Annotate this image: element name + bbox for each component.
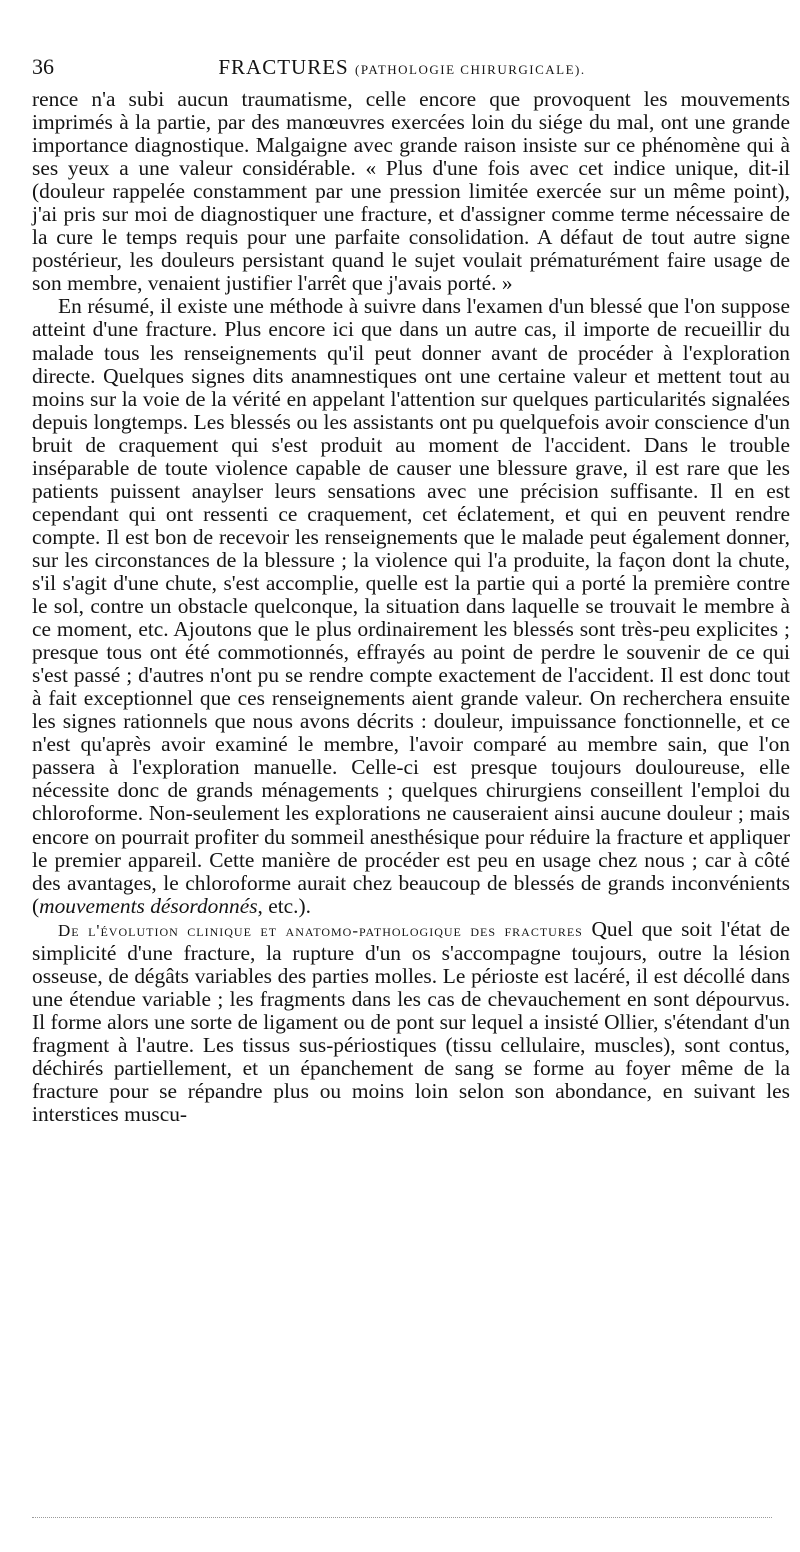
body-text bbox=[32, 88, 790, 1126]
section-heading: De l'évolution clinique et anatomo-pathologique des fractures bbox=[58, 920, 583, 940]
paragraph-evolution-text: Quel que soit l'état de simplicité d'une fracture, la rupture d'un os s'accompagne toujours, outre la lésion osseuse, de dégâts variables des parties molles. Le périoste est lacéré, il est décollé dans une étendue variable ; les fragments dans les cas de chevauchement en sont dépourvus. Il forme alors une sorte de ligament ou de pont sur lequel a insisté Ollier, s'étendant d'un fragment à l'autre. Les tissus sus-périostiques (tissu cellulaire, muscles), sont contus, déchirés partiellement, et un épanchement de sang se forme au foyer même de la fracture pour se répandre plus ou moins loin selon son abondance, en suivant les interstices muscu- bbox=[32, 916, 790, 1127]
running-title-main: FRACTURES bbox=[218, 55, 349, 79]
running-header bbox=[32, 52, 772, 82]
paragraph-continuation: rence n'a subi aucun traumatisme, celle encore que provoquent les mouvements imprimés à la partie, par des manœuvres exercées loin du siége du mal, ont une grande importance diagnostique. Malgaigne avec grande raison insiste sur ce phénomène qui à ses yeux a une valeur considérable. « Plus d'une fois avec cet indice unique, dit-il (douleur rappelée constamment par une pression limitée exercée sur un même point), j'ai pris sur moi de diagnostiquer une fracture, et d'assigner comme terme nécessaire de la cure le temps requis pour une parfaite consolidation. A défaut de tout autre signe postérieur, les douleurs persistant quand le sujet voulait prématurément faire usage de son membre, venaient justifier l'arrêt que j'avais porté. » bbox=[32, 87, 790, 296]
paragraph-summary-end: , etc.). bbox=[257, 893, 311, 918]
paragraph-summary-text: En résumé, il existe une méthode à suivre dans l'examen d'un blessé que l'on suppose atteint d'une fracture. Plus encore ici que dans un autre cas, il importe de recueillir du malade tous les renseignements qu'il peut donner avant de procéder à l'exploration directe. Quelques signes dits anamnestiques ont une certaine valeur et mettent tout au moins sur la voie de la vérité en appelant l'attention sur quelques particularités signalées depuis longtemps. Les blessés ou les assistants ont pu quelquefois avoir conscience d'un bruit de craquement qui s'est produit au moment de l'accident. Dans le trouble inséparable de toute violence capable de causer une blessure grave, il est rare que les patients puissent anaylser leurs sensations avec une précision suffisante. Il en est cependant qui ont ressenti ce craquement, cet éclatement, et qui en peuvent rendre compte. Il est bon de recevoir les renseignements que le malade peut également donner, sur les circonstances de la blessure ; la violence qui l'a produite, la façon dont la chute, s'il s'agit d'une chute, s'est accomplie, quelle est la partie qui a porté la première contre le sol, contre un obstacle quelconque, la situation dans laquelle se trouvait le membre à ce moment, etc. Ajoutons que le plus ordinairement les blessés sont très-peu explicites ; presque tous ont été commotionnés, effrayés au point de perdre le souvenir de ce qui s'est passé ; d'autres n'ont pu se rendre compte exactement de l'accident. Il est donc tout à fait exceptionnel que ces renseignements aient grande valeur. On recherchera ensuite les signes rationnels que nous avons décrits : douleur, impuissance fonctionnelle, et ce n'est qu'après avoir examiné le membre, l'avoir comparé au membre sain, que l'on passera à l'exploration manuelle. Celle-ci est presque toujours douloureuse, elle nécessite donc de grands ménagements ; quelques chirurgiens conseillent l'emploi du chloroforme. Non-seulement les explorations ne causeraient ainsi aucune douleur ; mais encore on pourrait profiter du sommeil anesthésique pour réduire la fracture et appliquer le premier appareil. Cette manière de procéder est peu en usage chez nous ; car à côté des avantages, le chloroforme aurait chez beaucoup de blessés de grands inconvénients ( bbox=[32, 294, 790, 918]
running-title bbox=[32, 52, 772, 85]
page-number: 36 bbox=[32, 54, 54, 79]
italic-phrase: mouvements désordonnés bbox=[39, 893, 258, 918]
paragraph-evolution bbox=[32, 918, 790, 1126]
footer-rule bbox=[32, 1517, 772, 1518]
paragraph-summary bbox=[32, 295, 790, 917]
running-title-sub: (PATHOLOGIE CHIRURGICALE). bbox=[355, 62, 586, 77]
